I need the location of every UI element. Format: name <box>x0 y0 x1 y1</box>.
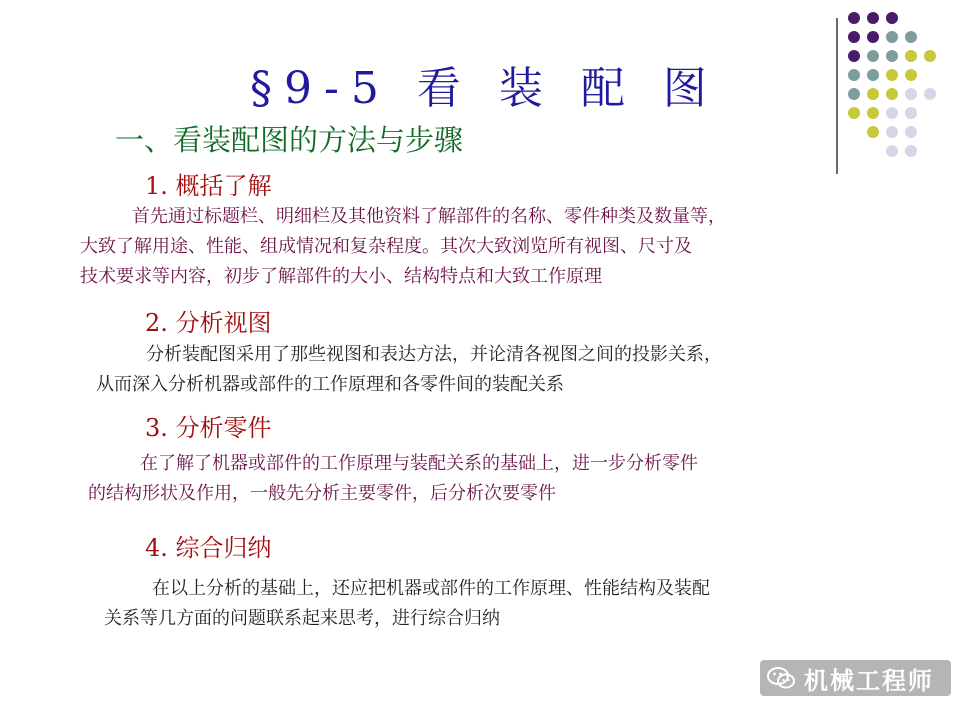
paragraph-line: 大致了解用途、性能、组成情况和复杂程度。其次大致浏览所有视图、尺寸及 <box>80 236 692 257</box>
decorative-dot <box>905 31 917 43</box>
paragraph-line: 关系等几方面的问题联系起来思考，进行综合归纳 <box>104 608 500 629</box>
decorative-dot <box>905 69 917 81</box>
decorative-dot <box>867 88 879 100</box>
paragraph-line: 从而深入分析机器或部件的工作原理和各零件间的装配关系 <box>96 374 564 395</box>
paragraph-line: 分析装配图采用了那些视图和表达方法，并论清各视图之间的投影关系， <box>146 344 722 365</box>
decorative-dot <box>867 126 879 138</box>
decorative-dot <box>848 12 860 24</box>
watermark-badge <box>760 660 951 696</box>
paragraph-line: 的结构形状及作用，一般先分析主要零件，后分析次要零件 <box>88 483 556 504</box>
paragraph-line: 首先通过标题栏、明细栏及其他资料了解部件的名称、零件种类及数量等， <box>132 206 726 227</box>
decorative-dot <box>848 88 860 100</box>
slide-title: §9-5 看 装 配 图 <box>250 63 719 114</box>
paragraph-analyze-parts <box>88 449 698 509</box>
paragraph-summary <box>104 574 710 634</box>
decorative-dot <box>886 12 898 24</box>
heading-analyze-parts: 3. 分析零件 <box>145 414 272 442</box>
decorative-dot <box>867 31 879 43</box>
section-subtitle: 一、看装配图的方法与步骤 <box>115 123 464 157</box>
wechat-icon <box>766 665 796 691</box>
paragraph-line: 在了解了机器或部件的工作原理与装配关系的基础上，进一步分析零件 <box>140 453 698 474</box>
decorative-dot <box>867 69 879 81</box>
paragraph-line: 技术要求等内容，初步了解部件的大小、结构特点和大致工作原理 <box>80 266 602 287</box>
decorative-dot <box>905 88 917 100</box>
watermark-text: 机械工程师 <box>804 666 934 695</box>
decorative-dot <box>848 69 860 81</box>
decorative-dot <box>886 107 898 119</box>
decorative-dot <box>886 88 898 100</box>
decorative-dot <box>886 31 898 43</box>
decorative-dot <box>867 12 879 24</box>
decorative-dot <box>905 107 917 119</box>
paragraph-line: 在以上分析的基础上，还应把机器或部件的工作原理、性能结构及装配 <box>152 578 710 599</box>
decorative-dot-grid <box>848 12 948 162</box>
decorative-dot <box>886 69 898 81</box>
decorative-dot <box>905 50 917 62</box>
paragraph-overview <box>80 202 726 292</box>
decorative-vertical-line <box>836 18 838 174</box>
decorative-dot <box>867 107 879 119</box>
decorative-dot <box>886 50 898 62</box>
decorative-dot <box>905 126 917 138</box>
decorative-dot <box>848 31 860 43</box>
decorative-dot <box>886 126 898 138</box>
decorative-dot <box>886 145 898 157</box>
decorative-dot <box>924 50 936 62</box>
decorative-dot <box>848 107 860 119</box>
decorative-dot <box>867 50 879 62</box>
decorative-dot <box>848 50 860 62</box>
decorative-dot <box>924 88 936 100</box>
heading-analyze-views: 2. 分析视图 <box>145 309 272 337</box>
heading-summary: 4. 综合归纳 <box>145 534 272 562</box>
heading-overview: 1. 概括了解 <box>145 172 272 200</box>
paragraph-analyze-views <box>96 340 722 400</box>
decorative-dot <box>905 145 917 157</box>
